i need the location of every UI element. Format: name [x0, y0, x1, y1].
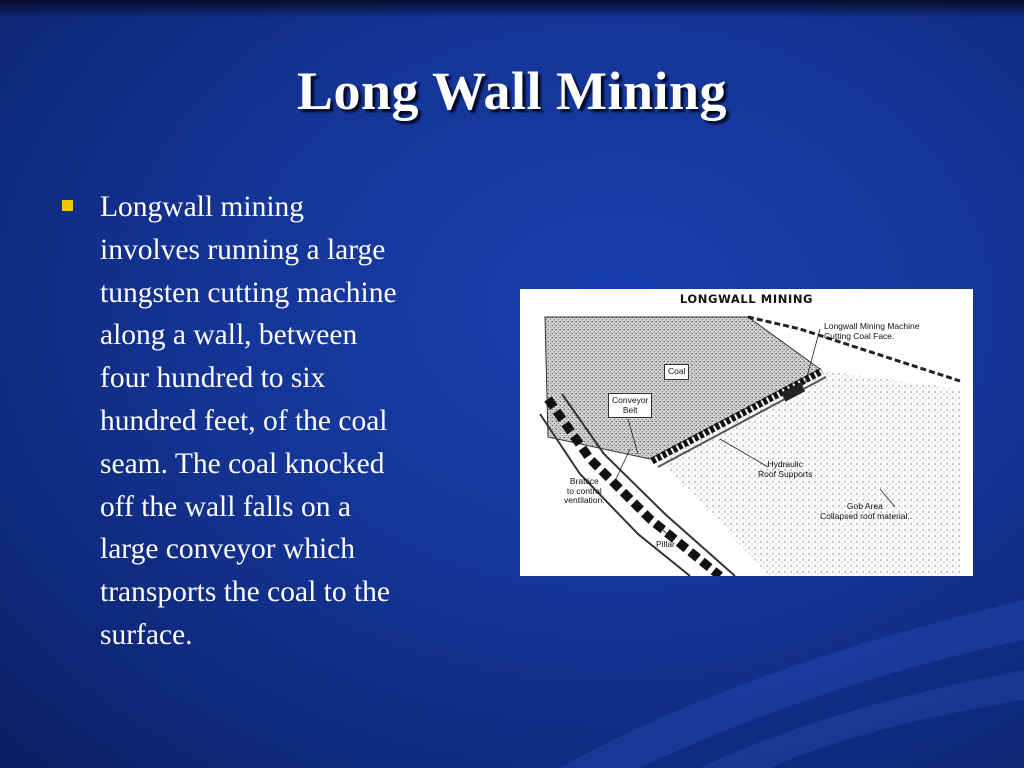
bullet-line: tungsten cutting machine	[100, 276, 397, 309]
bullet-line: large conveyor which	[100, 533, 356, 566]
bullet-line: involves running a large	[100, 233, 386, 266]
bullet-line: seam. The coal knocked	[100, 447, 385, 480]
label-conveyor-belt: Conveyor Belt	[608, 393, 652, 418]
square-bullet-icon	[62, 200, 73, 211]
label-mining-machine: Longwall Mining Machine Cutting Coal Face.	[824, 321, 920, 341]
bullet-line: off the wall falls on a	[100, 490, 351, 523]
bullet-line: transports the coal to the	[100, 576, 391, 609]
bullet-line: surface.	[100, 618, 193, 651]
bullet-item	[62, 186, 502, 657]
label-hydraulic-supports: Hydraulic Roof Supports	[758, 459, 813, 479]
label-pillar: Pillar	[656, 539, 675, 549]
diagram-title: LONGWALL MINING	[679, 292, 814, 306]
bullet-line: along a wall, between	[100, 319, 358, 352]
label-brattice: Brattice to control ventilation.	[564, 476, 605, 505]
label-gob-area: Gob Area Collapsed roof material.	[820, 501, 910, 521]
bullet-line: Longwall mining	[100, 191, 305, 223]
bullet-text	[100, 186, 502, 657]
longwall-mining-diagram	[520, 289, 973, 576]
slide-title: Long Wall Mining	[296, 61, 728, 121]
bullet-line: four hundred to six	[100, 362, 326, 395]
label-coal: Coal	[664, 364, 689, 380]
bullet-line: hundred feet, of the coal	[100, 404, 388, 437]
